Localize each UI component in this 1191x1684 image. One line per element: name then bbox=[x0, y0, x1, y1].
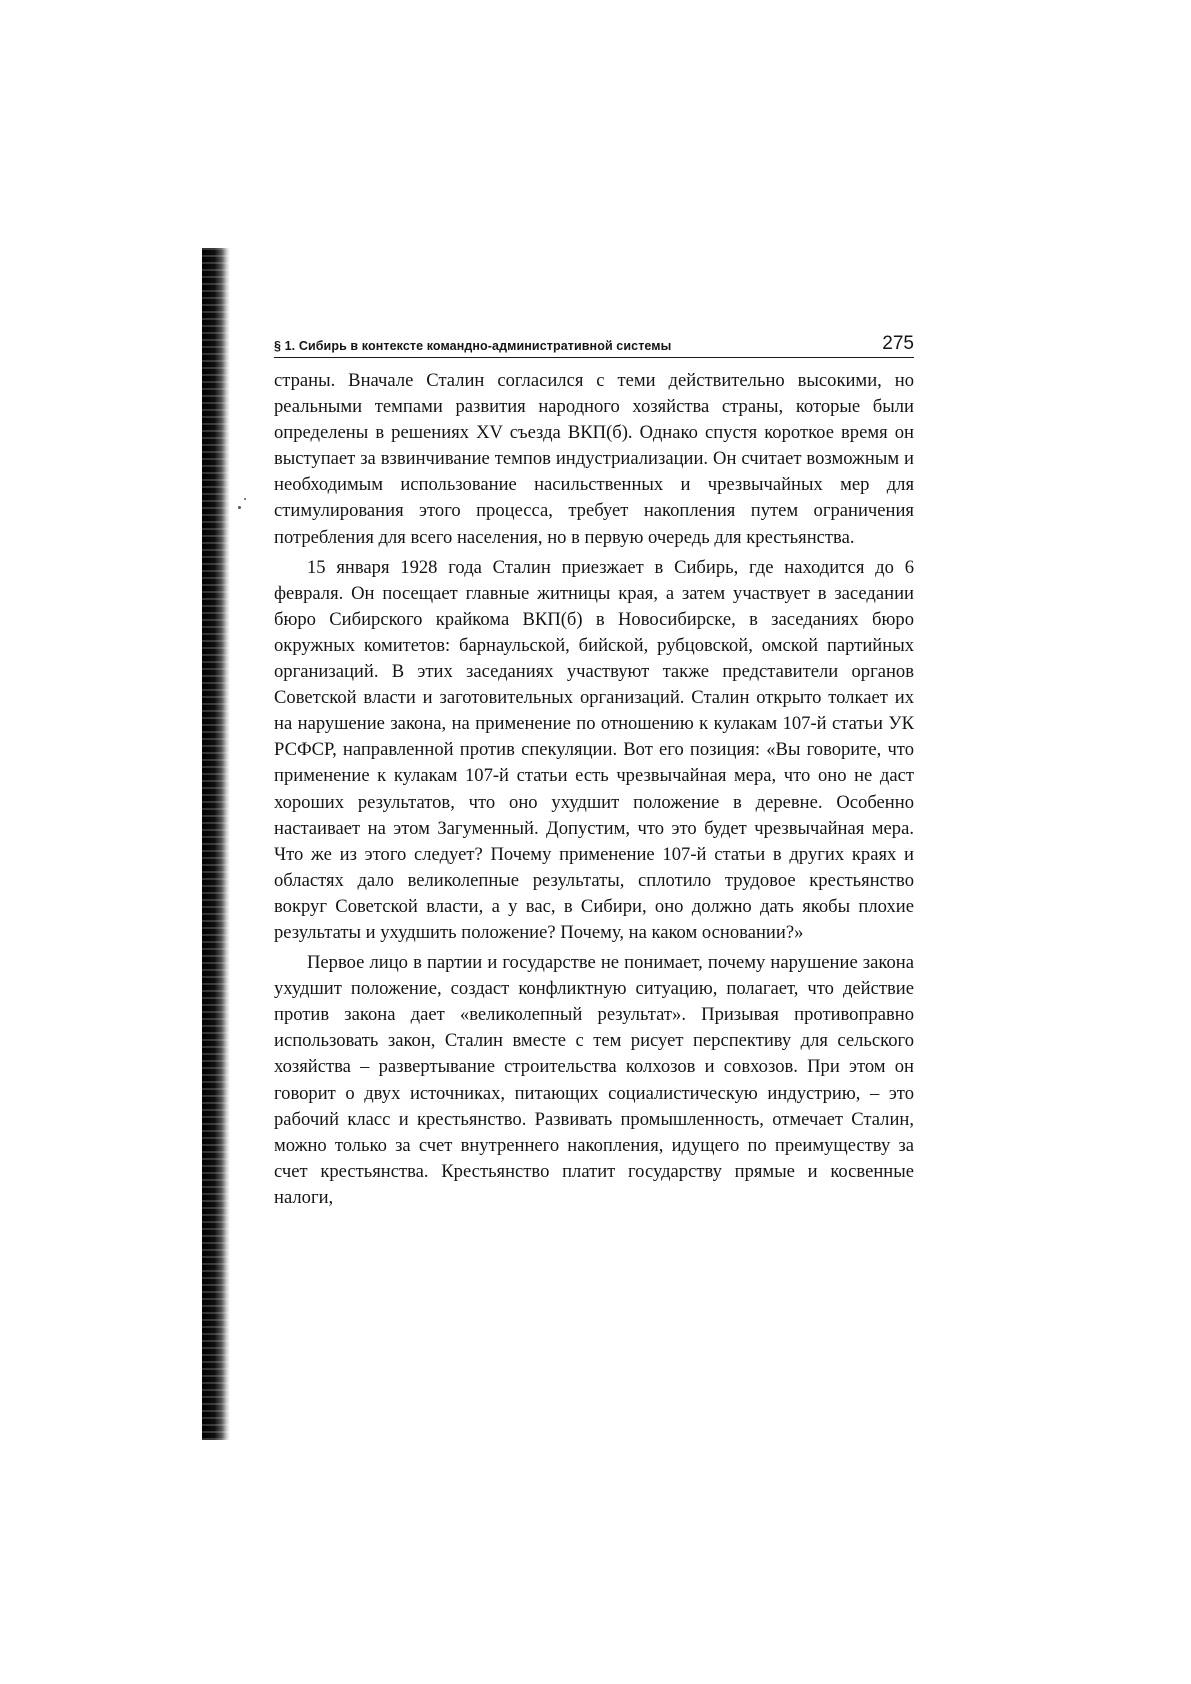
running-head bbox=[274, 326, 914, 358]
scan-speck bbox=[238, 506, 241, 509]
paragraph: Первое лицо в партии и государстве не понимает, почему нарушение закона ухудшит положение, создаст конфликтную ситуацию, полагает, что действие против закона дает «великолепный результат». Призывая противоправно использовать закон, Сталин вместе с тем рисует перспективу для сельского хозяйства – развертывание строительства колхозов и совхозов. При этом он говорит о двух источниках, питающих социалистическую индустрию, – это рабочий класс и крестьянство. Развивать промышленность, отмечает Сталин, можно только за счет внутреннего накопления, идущего по преимуществу за счет крестьянства. Крестьянство платит государству прямые и косвенные налоги, bbox=[274, 952, 914, 1208]
running-title: § 1. Сибирь в контексте командно-административной системы bbox=[274, 339, 672, 353]
book-page bbox=[274, 326, 914, 1211]
page-number: 275 bbox=[882, 333, 914, 354]
scan-speck bbox=[244, 498, 246, 500]
scan-binding-shadow bbox=[202, 248, 230, 1440]
paragraph: страны. Вначале Сталин согласился с теми действительно высокими, но реальными темпами развития народного хозяйства страны, которые были определены в решениях XV съезда ВКП(б). Однако спустя короткое время он выступает за взвинчивание темпов индустриализации. Он считает возможным и необходимым использование насильственных и чрезвычайных мер для стимулирования этого процесса, требует накопления путем ограничения потребления для всего населения, но в первую очередь для крестьянства. bbox=[274, 370, 914, 548]
paragraph: 15 января 1928 года Сталин приезжает в Сибирь, где находится до 6 февраля. Он посещает главные житницы края, а затем участвует в заседании бюро Сибирского крайкома ВКП(б) в Новосибирске, в заседаниях бюро окружных комитетов: барнаульской, бийской, рубцовской, омской партийных организаций. В этих заседаниях участвуют также представители органов Советской власти и заготовительных организаций. Сталин открыто толкает их на нарушение закона, на применение по отношению к кулакам 107-й статьи УК РСФСР, направленной против спекуляции. Вот его позиция: «Вы говорите, что применение к кулакам 107-й статьи есть чрезвычайная мера, что оно не даст хороших результатов, что оно ухудшит положение в деревне. Особенно настаивает на этом Загуменный. Допустим, что это будет чрезвычайная мера. Что же из этого следует? Почему применение 107-й статьи в других краях и областях дало великолепные результаты, сплотило трудовое крестьянство вокруг Советской власти, а у вас, в Сибири, оно должно дать якобы плохие результаты и ухудшить положение? Почему, на каком основании?» bbox=[274, 556, 914, 943]
body-text bbox=[274, 368, 914, 1211]
